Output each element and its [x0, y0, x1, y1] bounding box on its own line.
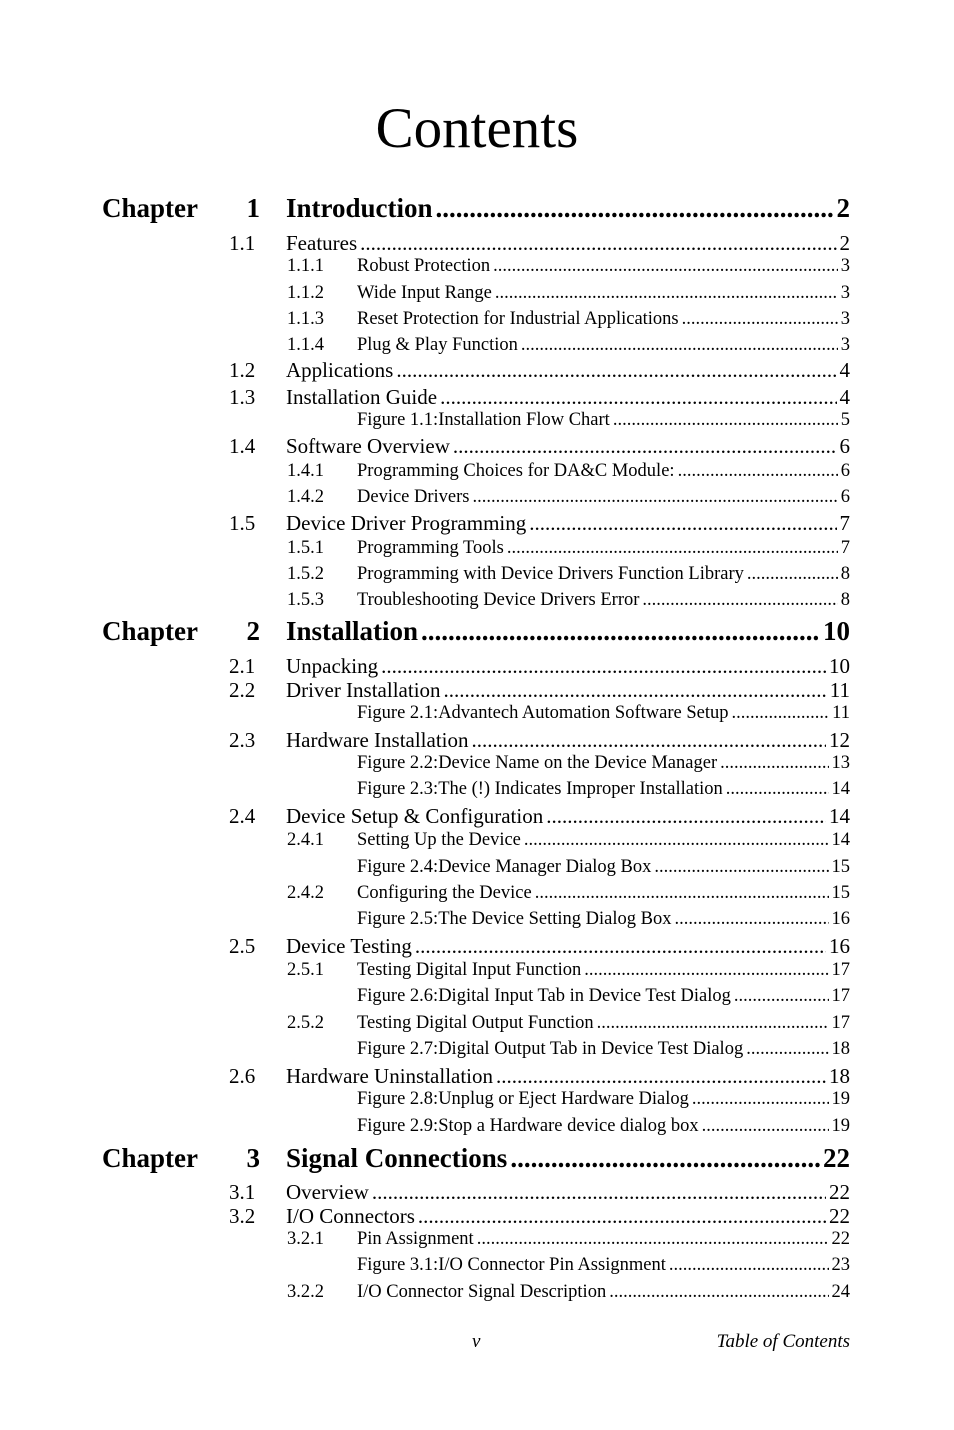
toc-entry[interactable]: [357, 702, 850, 724]
section-number: 2.2: [229, 678, 256, 702]
toc-entry-title: Wide Input Range: [357, 283, 492, 303]
toc-subsection-row[interactable]: [0, 537, 954, 559]
toc-entry-page: 17: [831, 986, 850, 1006]
dot-leader: [510, 1142, 820, 1174]
section-number: 2.1: [229, 654, 256, 678]
toc-entry-page: 19: [831, 1089, 850, 1109]
toc-entry[interactable]: [357, 829, 850, 851]
dot-leader: [597, 1012, 829, 1034]
dot-leader: [546, 804, 826, 828]
toc-entry-page: 14: [829, 804, 850, 828]
toc-subsection-row[interactable]: [0, 282, 954, 304]
chapter-number: 2: [246, 616, 260, 646]
toc-entry-page: 14: [831, 779, 850, 799]
toc-entry-title: Features: [286, 231, 358, 255]
toc-entry-title: Programming with Device Drivers Function Library: [357, 564, 744, 584]
section-number: 2.3: [229, 728, 256, 752]
toc-entry-page: 24: [831, 1282, 850, 1302]
toc-entry-title: Hardware Installation: [286, 728, 469, 752]
toc-entry-title: Signal Connections: [286, 1143, 508, 1173]
dot-leader: [720, 752, 828, 774]
toc-chapter-row[interactable]: [0, 192, 954, 224]
toc-section-row[interactable]: [0, 231, 954, 255]
dot-leader: [381, 654, 826, 678]
toc-entry-page: 10: [823, 616, 850, 646]
toc-chapter-row[interactable]: [0, 615, 954, 647]
toc-entry[interactable]: [357, 334, 850, 356]
footer-page-number: v: [472, 1331, 481, 1352]
toc-entry-page: 7: [840, 538, 850, 558]
toc-entry-title: Robust Protection: [357, 256, 491, 276]
toc-entry[interactable]: [286, 192, 850, 224]
dot-leader: [747, 563, 838, 585]
subsection-number: 1.5.1: [287, 538, 324, 558]
dot-leader: [372, 1180, 826, 1204]
toc-entry[interactable]: [357, 563, 850, 585]
dot-leader: [495, 282, 838, 304]
toc-subsection-row[interactable]: [0, 308, 954, 330]
toc-entry[interactable]: [286, 615, 850, 647]
section-number: 1.2: [229, 358, 256, 382]
toc-subsection-row[interactable]: [0, 589, 954, 611]
subsection-number: 3.2.1: [287, 1229, 324, 1249]
toc-entry-page: 6: [840, 487, 850, 507]
section-number: 1.1: [229, 231, 256, 255]
toc-entry-page: 4: [839, 385, 850, 409]
chapter-number: 1: [246, 193, 260, 223]
toc-section-row[interactable]: [0, 934, 954, 958]
toc-subsection-row[interactable]: [0, 460, 954, 482]
toc-entry[interactable]: [286, 1204, 850, 1228]
toc-entry[interactable]: [357, 985, 850, 1007]
toc-entry[interactable]: [357, 460, 850, 482]
toc-entry-title: Unpacking: [286, 654, 379, 678]
toc-entry-page: 22: [823, 1143, 850, 1173]
dot-leader: [472, 728, 826, 752]
toc-entry[interactable]: [357, 1088, 850, 1110]
section-number: 3.2: [229, 1204, 256, 1228]
toc-entry-title: Figure 2.5:The Device Setting Dialog Box: [357, 909, 672, 929]
toc-entry[interactable]: [357, 255, 850, 277]
toc-figure-row[interactable]: [0, 1115, 954, 1137]
toc-entry-page: 5: [840, 410, 850, 430]
toc-entry[interactable]: [357, 486, 850, 508]
toc-entry-title: Plug & Play Function: [357, 335, 518, 355]
toc-entry-page: 15: [831, 883, 850, 903]
toc-entry-title: Overview: [286, 1180, 369, 1204]
toc-entry-page: 11: [832, 703, 850, 723]
dot-leader: [360, 231, 836, 255]
dot-leader: [584, 959, 828, 981]
section-number: 2.4: [229, 804, 256, 828]
toc-entry[interactable]: [357, 752, 850, 774]
toc-entry-page: 22: [829, 1204, 850, 1228]
subsection-number: 1.1.3: [287, 309, 324, 329]
toc-entry-title: Figure 2.9:Stop a Hardware device dialog box: [357, 1116, 699, 1136]
toc-entry[interactable]: [357, 537, 850, 559]
toc-section-row[interactable]: [0, 678, 954, 702]
dot-leader: [674, 908, 828, 930]
toc-subsection-row[interactable]: [0, 1228, 954, 1250]
dot-leader: [726, 778, 829, 800]
toc-entry-title: Figure 2.1:Advantech Automation Software Setup: [357, 703, 729, 723]
section-number: 1.3: [229, 385, 256, 409]
page-title: Contents: [375, 97, 579, 160]
toc-entry[interactable]: [357, 882, 850, 904]
toc-section-row[interactable]: [0, 804, 954, 828]
toc-entry-title: Installation: [286, 616, 419, 646]
dot-leader: [493, 255, 838, 277]
subsection-number: 1.5.2: [287, 564, 324, 584]
toc-entry[interactable]: [357, 959, 850, 981]
section-number: 2.5: [229, 934, 256, 958]
subsection-number: 1.5.3: [287, 590, 324, 610]
toc-entry[interactable]: [286, 654, 850, 678]
toc-entry-title: Troubleshooting Device Drivers Error: [357, 590, 640, 610]
footer-label: Table of Contents: [716, 1331, 850, 1352]
toc-subsection-row[interactable]: [0, 829, 954, 851]
subsection-number: 1.1.1: [287, 256, 324, 276]
toc-entry[interactable]: [286, 1064, 850, 1088]
dot-leader: [436, 192, 834, 224]
subsection-number: 2.5.2: [287, 1013, 324, 1033]
toc-entry-title: Testing Digital Output Function: [357, 1013, 594, 1033]
toc-entry-title: Driver Installation: [286, 678, 441, 702]
toc-figure-row[interactable]: [0, 1254, 954, 1276]
toc-entry-page: 2: [836, 193, 850, 223]
toc-subsection-row[interactable]: [0, 563, 954, 585]
toc-entry-title: Testing Digital Input Function: [357, 960, 582, 980]
toc-entry[interactable]: [286, 1180, 850, 1204]
toc-entry-title: Figure 2.6:Digital Input Tab in Device Test Dialog: [357, 986, 731, 1006]
toc-entry[interactable]: [286, 728, 850, 752]
dot-leader: [421, 615, 820, 647]
dot-leader: [440, 385, 836, 409]
toc-section-row[interactable]: [0, 728, 954, 752]
toc-entry-title: Figure 3.1:I/O Connector Pin Assignment: [357, 1255, 666, 1275]
toc-entry-title: Programming Tools: [357, 538, 504, 558]
toc-entry[interactable]: [357, 308, 850, 330]
toc-entry-title: Configuring the Device: [357, 883, 532, 903]
toc-entry[interactable]: [357, 856, 850, 878]
section-number: 1.4: [229, 434, 256, 458]
toc-entry-title: Introduction: [286, 193, 433, 223]
toc-entry-page: 10: [829, 654, 850, 678]
toc-chapter-row[interactable]: [0, 1142, 954, 1174]
toc-entry[interactable]: [357, 409, 850, 431]
toc-entry-page: 13: [831, 753, 850, 773]
dot-leader: [415, 934, 826, 958]
toc-entry-title: I/O Connectors: [286, 1204, 415, 1228]
toc-entry-title: Programming Choices for DA&C Module:: [357, 461, 675, 481]
dot-leader: [682, 308, 838, 330]
toc-entry-page: 12: [829, 728, 850, 752]
toc-entry-title: Software Overview: [286, 434, 450, 458]
toc-entry-title: Applications: [286, 358, 394, 382]
toc-entry-page: 22: [831, 1229, 850, 1249]
section-number: 3.1: [229, 1180, 256, 1204]
toc-entry-title: Figure 2.8:Unplug or Eject Hardware Dialog: [357, 1089, 689, 1109]
toc-entry[interactable]: [286, 385, 850, 409]
toc-entry[interactable]: [286, 678, 850, 702]
dot-leader: [613, 409, 838, 431]
toc-entry-page: 16: [829, 934, 850, 958]
toc-entry[interactable]: [357, 1254, 850, 1276]
toc-entry-title: Device Drivers: [357, 487, 470, 507]
toc-entry[interactable]: [357, 1115, 850, 1137]
toc-section-row[interactable]: [0, 434, 954, 458]
dot-leader: [524, 829, 829, 851]
dot-leader: [654, 856, 828, 878]
section-number: 2.6: [229, 1064, 256, 1088]
toc-figure-row[interactable]: [0, 752, 954, 774]
toc-subsection-row[interactable]: [0, 255, 954, 277]
toc-entry-title: Installation Guide: [286, 385, 438, 409]
dot-leader: [642, 589, 837, 611]
toc-subsection-row[interactable]: [0, 486, 954, 508]
toc-figure-row[interactable]: [0, 702, 954, 724]
toc-entry-page: 3: [840, 283, 850, 303]
subsection-number: 2.4.1: [287, 830, 324, 850]
toc-entry-title: Figure 2.7:Digital Output Tab in Device Test Dialog: [357, 1039, 744, 1059]
toc-entry[interactable]: [286, 231, 850, 255]
toc-entry[interactable]: [357, 1228, 850, 1250]
toc-figure-row[interactable]: [0, 1038, 954, 1060]
toc-entry-page: 16: [831, 909, 850, 929]
toc-entry-page: 6: [840, 461, 850, 481]
subsection-number: 1.1.4: [287, 335, 324, 355]
dot-leader: [496, 1064, 826, 1088]
toc-entry-page: 3: [840, 309, 850, 329]
toc-figure-row[interactable]: [0, 778, 954, 800]
toc-entry-title: I/O Connector Signal Description: [357, 1282, 607, 1302]
toc-figure-row[interactable]: [0, 985, 954, 1007]
chapter-word: Chapter: [102, 616, 198, 646]
toc-entry[interactable]: [357, 1038, 850, 1060]
toc-entry-title: Device Setup & Configuration: [286, 804, 544, 828]
toc-subsection-row[interactable]: [0, 882, 954, 904]
subsection-number: 3.2.2: [287, 1282, 324, 1302]
toc-entry[interactable]: [357, 778, 850, 800]
toc-entry-page: 18: [829, 1064, 850, 1088]
dot-leader: [529, 511, 836, 535]
dot-leader: [444, 678, 827, 702]
toc-entry[interactable]: [357, 1281, 850, 1303]
toc-entry[interactable]: [357, 1012, 850, 1034]
toc-figure-row[interactable]: [0, 1088, 954, 1110]
toc-entry-page: 17: [831, 1013, 850, 1033]
toc-entry-title: Hardware Uninstallation: [286, 1064, 494, 1088]
toc-entry-page: 8: [840, 564, 850, 584]
toc-entry[interactable]: [286, 934, 850, 958]
toc-entry-title: Reset Protection for Industrial Applications: [357, 309, 679, 329]
dot-leader: [396, 358, 836, 382]
toc-entry[interactable]: [357, 282, 850, 304]
toc-subsection-row[interactable]: [0, 1281, 954, 1303]
dot-leader: [453, 434, 837, 458]
toc-entry[interactable]: [286, 1142, 850, 1174]
chapter-number: 3: [246, 1143, 260, 1173]
toc-entry-title: Figure 1.1:Installation Flow Chart: [357, 410, 610, 430]
dot-leader: [692, 1088, 829, 1110]
toc-entry[interactable]: [286, 358, 850, 382]
toc-entry-title: Figure 2.4:Device Manager Dialog Box: [357, 857, 652, 877]
toc-entry-page: 19: [831, 1116, 850, 1136]
page-footer: [0, 1330, 954, 1354]
toc-subsection-row[interactable]: [0, 1012, 954, 1034]
chapter-word: Chapter: [102, 193, 198, 223]
toc-entry-title: Figure 2.2:Device Name on the Device Manager: [357, 753, 718, 773]
toc-entry-page: 8: [840, 590, 850, 610]
toc-figure-row[interactable]: [0, 409, 954, 431]
toc-entry-page: 11: [829, 678, 850, 702]
toc-entry-page: 23: [831, 1255, 850, 1275]
toc-entry-page: 6: [839, 434, 850, 458]
dot-leader: [521, 334, 838, 356]
toc-entry[interactable]: [357, 589, 850, 611]
dot-leader: [609, 1281, 828, 1303]
toc-entry-page: 4: [839, 358, 850, 382]
subsection-number: 2.4.2: [287, 883, 324, 903]
toc-entry-page: 3: [840, 335, 850, 355]
chapter-word: Chapter: [102, 1143, 198, 1173]
toc-entry-page: 7: [839, 511, 850, 535]
toc-figure-row[interactable]: [0, 856, 954, 878]
toc-entry[interactable]: [286, 804, 850, 828]
dot-leader: [731, 702, 829, 724]
toc-entry-title: Figure 2.3:The (!) Indicates Improper Installation: [357, 779, 723, 799]
subsection-number: 1.4.1: [287, 461, 324, 481]
dot-leader: [669, 1254, 829, 1276]
toc-entry[interactable]: [286, 511, 850, 535]
toc-entry-title: Setting Up the Device: [357, 830, 521, 850]
toc-section-row[interactable]: [0, 654, 954, 678]
toc-entry-page: 22: [829, 1180, 850, 1204]
toc-figure-row[interactable]: [0, 908, 954, 930]
toc-section-row[interactable]: [0, 1204, 954, 1228]
dot-leader: [678, 460, 838, 482]
toc-entry-page: 2: [839, 231, 850, 255]
toc-entry-title: Device Testing: [286, 934, 412, 958]
toc-section-row[interactable]: [0, 385, 954, 409]
toc-section-row[interactable]: [0, 358, 954, 382]
subsection-number: 1.1.2: [287, 283, 324, 303]
dot-leader: [418, 1204, 826, 1228]
toc-entry[interactable]: [357, 908, 850, 930]
toc-section-row[interactable]: [0, 1064, 954, 1088]
toc-subsection-row[interactable]: [0, 334, 954, 356]
dot-leader: [746, 1038, 828, 1060]
dot-leader: [507, 537, 838, 559]
toc-entry-title: Pin Assignment: [357, 1229, 474, 1249]
subsection-number: 2.5.1: [287, 960, 324, 980]
dot-leader: [535, 882, 829, 904]
toc-entry[interactable]: [286, 434, 850, 458]
dot-leader: [734, 985, 829, 1007]
toc-subsection-row[interactable]: [0, 959, 954, 981]
toc-section-row[interactable]: [0, 511, 954, 535]
toc-entry-page: 3: [840, 256, 850, 276]
toc-entry-page: 18: [831, 1039, 850, 1059]
toc-entry-page: 17: [831, 960, 850, 980]
dot-leader: [702, 1115, 829, 1137]
subsection-number: 1.4.2: [287, 487, 324, 507]
toc-entry-title: Device Driver Programming: [286, 511, 527, 535]
toc-section-row[interactable]: [0, 1180, 954, 1204]
toc-entry-page: 14: [831, 830, 850, 850]
dot-leader: [477, 1228, 829, 1250]
section-number: 1.5: [229, 511, 256, 535]
toc-entry-page: 15: [831, 857, 850, 877]
dot-leader: [473, 486, 838, 508]
